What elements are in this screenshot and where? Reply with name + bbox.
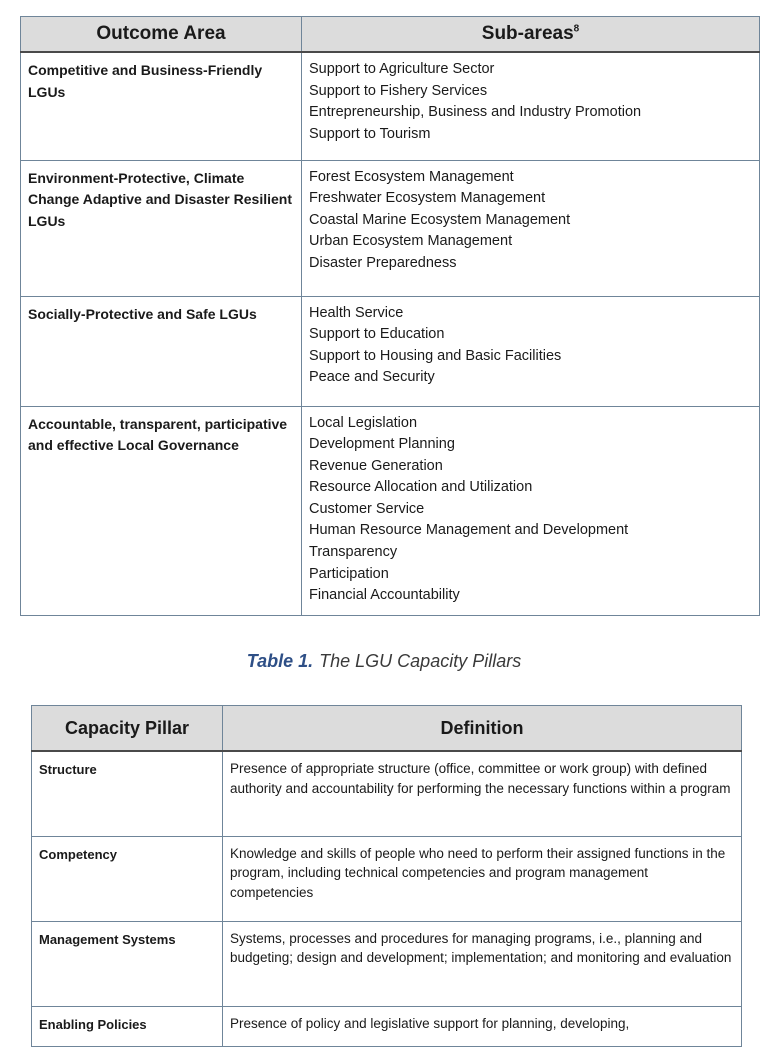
sub-areas-cell: [302, 296, 760, 406]
sub-area-item: Development Planning: [309, 436, 455, 453]
sub-area-item: Transparency: [309, 544, 398, 561]
capacity-pillar-cell: Structure: [32, 751, 223, 836]
header-outcome-area: Outcome Area: [21, 17, 302, 53]
table-row: [32, 1006, 742, 1046]
sub-area-item: Customer Service: [309, 500, 425, 517]
capacity-pillar-cell: Competency: [32, 836, 223, 921]
table-row: [21, 160, 760, 296]
definition-cell: Presence of policy and legislative support for planning, developing,: [223, 1006, 742, 1046]
sub-areas-cell: [302, 160, 760, 296]
header-sub-areas: [302, 17, 760, 53]
table-row: [21, 406, 760, 615]
sub-area-item: Coastal Marine Ecosystem Management: [309, 211, 571, 228]
table-header-row: [32, 706, 742, 752]
definition-cell: Presence of appropriate structure (office, committee or work group) with defined authority and accountability for performing the necessary functions within a program: [223, 751, 742, 836]
header-capacity-pillar: Capacity Pillar: [32, 706, 223, 752]
sub-area-item: Support to Agriculture Sector: [309, 61, 495, 77]
sub-area-item: Peace and Security: [309, 369, 435, 386]
sub-area-item: Support to Fishery Services: [309, 82, 488, 99]
sub-areas-cell: [302, 406, 760, 615]
sub-area-item: Support to Tourism: [309, 125, 431, 142]
header-definition: Definition: [223, 706, 742, 752]
table-header-row: [21, 17, 760, 53]
sub-area-item: Human Resource Management and Development: [309, 522, 629, 539]
sub-area-item: Support to Housing and Basic Facilities: [309, 347, 562, 364]
table-row: [32, 836, 742, 921]
sub-area-item: Participation: [309, 565, 389, 582]
table-row: [21, 52, 760, 160]
definition-cell: Knowledge and skills of people who need to perform their assigned functions in the program, including technical competencies and program management competencies: [223, 836, 742, 921]
sub-area-item: Freshwater Ecosystem Management: [309, 190, 546, 207]
table-row: [32, 921, 742, 1006]
sub-area-item: Support to Education: [309, 326, 445, 343]
definition-cell: Systems, processes and procedures for managing programs, i.e., planning and budgeting; design and development; implementation; and monitoring and evaluation: [223, 921, 742, 1006]
sub-area-item: Resource Allocation and Utilization: [309, 479, 533, 496]
capacity-pillars-table: [31, 705, 742, 1047]
header-sub-areas-label: Sub-areas: [481, 23, 574, 44]
table-row: [32, 751, 742, 836]
capacity-pillar-cell: Management Systems: [32, 921, 223, 1006]
outcome-areas-table: [20, 16, 760, 616]
sub-areas-cell: [302, 52, 760, 160]
sub-area-item: Entrepreneurship, Business and Industry Promotion: [309, 104, 642, 121]
outcome-area-cell: Competitive and Business-Friendly LGUs: [21, 52, 302, 160]
table-caption: [0, 651, 768, 672]
sub-area-item: Financial Accountability: [309, 587, 460, 604]
sub-area-item: Urban Ecosystem Management: [309, 233, 513, 250]
sub-area-item: Revenue Generation: [309, 457, 443, 474]
footnote-marker: 8: [573, 23, 580, 35]
outcome-area-cell: Socially-Protective and Safe LGUs: [21, 296, 302, 406]
outcome-area-cell: Accountable, transparent, participative and effective Local Governance: [21, 406, 302, 615]
caption-number: Table 1.: [246, 651, 314, 671]
sub-area-item: Local Legislation: [309, 414, 418, 431]
table-row: [21, 296, 760, 406]
sub-area-item: Health Service: [309, 304, 404, 321]
outcome-area-cell: Environment-Protective, Climate Change Adaptive and Disaster Resilient LGUs: [21, 160, 302, 296]
sub-area-item: Disaster Preparedness: [309, 254, 457, 271]
capacity-pillar-cell: Enabling Policies: [32, 1006, 223, 1046]
caption-text: The LGU Capacity Pillars: [319, 651, 522, 671]
sub-area-item: Forest Ecosystem Management: [309, 168, 514, 185]
